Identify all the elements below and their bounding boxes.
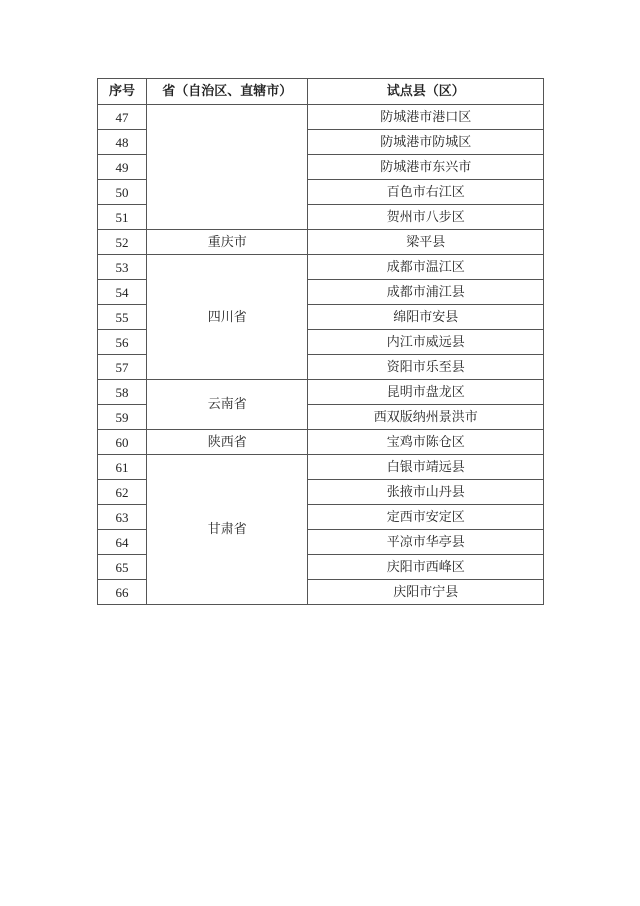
header-pilot-county: 试点县（区） bbox=[308, 79, 544, 105]
row-pilot-county: 庆阳市西峰区 bbox=[308, 555, 544, 580]
table-row bbox=[98, 380, 544, 405]
row-serial-number: 59 bbox=[98, 405, 147, 430]
row-serial-number: 61 bbox=[98, 455, 147, 480]
row-serial-number: 47 bbox=[98, 105, 147, 130]
row-pilot-county: 成都市温江区 bbox=[308, 255, 544, 280]
row-pilot-county: 绵阳市安县 bbox=[308, 305, 544, 330]
row-province: 云南省 bbox=[147, 380, 308, 430]
row-pilot-county: 资阳市乐至县 bbox=[308, 355, 544, 380]
table-body bbox=[98, 105, 544, 605]
row-pilot-county: 宝鸡市陈仓区 bbox=[308, 430, 544, 455]
table-row bbox=[98, 230, 544, 255]
row-serial-number: 48 bbox=[98, 130, 147, 155]
row-pilot-county: 防城港市东兴市 bbox=[308, 155, 544, 180]
row-pilot-county: 贺州市八步区 bbox=[308, 205, 544, 230]
row-province: 重庆市 bbox=[147, 230, 308, 255]
row-pilot-county: 庆阳市宁县 bbox=[308, 580, 544, 605]
row-province bbox=[147, 105, 308, 230]
row-serial-number: 58 bbox=[98, 380, 147, 405]
table-header-row bbox=[98, 79, 544, 105]
row-serial-number: 49 bbox=[98, 155, 147, 180]
row-serial-number: 66 bbox=[98, 580, 147, 605]
table-row bbox=[98, 430, 544, 455]
row-serial-number: 50 bbox=[98, 180, 147, 205]
row-pilot-county: 张掖市山丹县 bbox=[308, 480, 544, 505]
row-serial-number: 64 bbox=[98, 530, 147, 555]
row-serial-number: 51 bbox=[98, 205, 147, 230]
row-serial-number: 63 bbox=[98, 505, 147, 530]
row-pilot-county: 百色市右江区 bbox=[308, 180, 544, 205]
row-serial-number: 57 bbox=[98, 355, 147, 380]
table-row bbox=[98, 105, 544, 130]
row-serial-number: 52 bbox=[98, 230, 147, 255]
table-row bbox=[98, 455, 544, 480]
table-row bbox=[98, 255, 544, 280]
row-province: 陕西省 bbox=[147, 430, 308, 455]
row-pilot-county: 成都市浦江县 bbox=[308, 280, 544, 305]
row-serial-number: 53 bbox=[98, 255, 147, 280]
row-serial-number: 56 bbox=[98, 330, 147, 355]
row-pilot-county: 梁平县 bbox=[308, 230, 544, 255]
row-pilot-county: 昆明市盘龙区 bbox=[308, 380, 544, 405]
row-pilot-county: 定西市安定区 bbox=[308, 505, 544, 530]
row-serial-number: 55 bbox=[98, 305, 147, 330]
row-serial-number: 60 bbox=[98, 430, 147, 455]
header-serial-number: 序号 bbox=[98, 79, 147, 105]
header-province: 省（自治区、直辖市） bbox=[147, 79, 308, 105]
row-pilot-county: 防城港市防城区 bbox=[308, 130, 544, 155]
pilot-county-table bbox=[97, 78, 544, 605]
row-pilot-county: 西双版纳州景洪市 bbox=[308, 405, 544, 430]
row-province: 甘肃省 bbox=[147, 455, 308, 605]
row-pilot-county: 平凉市华亭县 bbox=[308, 530, 544, 555]
row-pilot-county: 防城港市港口区 bbox=[308, 105, 544, 130]
row-serial-number: 62 bbox=[98, 480, 147, 505]
row-pilot-county: 白银市靖远县 bbox=[308, 455, 544, 480]
row-serial-number: 65 bbox=[98, 555, 147, 580]
row-pilot-county: 内江市威远县 bbox=[308, 330, 544, 355]
row-province: 四川省 bbox=[147, 255, 308, 380]
row-serial-number: 54 bbox=[98, 280, 147, 305]
